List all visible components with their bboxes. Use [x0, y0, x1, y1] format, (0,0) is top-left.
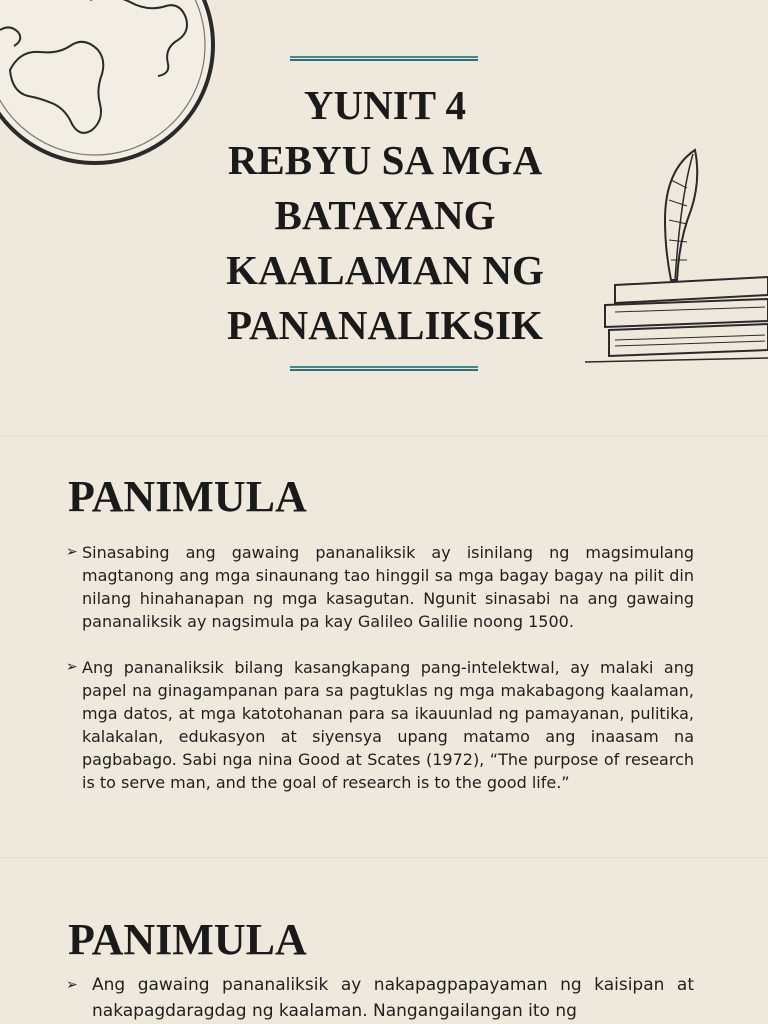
title-line: REBYU SA MGA [227, 137, 543, 183]
list-item [66, 541, 694, 633]
list-item [66, 972, 694, 1024]
title-rule-bottom [290, 366, 478, 371]
section-heading: PANIMULA [68, 915, 307, 964]
bullet-text: Ang gawaing pananaliksik ay nakapagpapayaman ng kaisipan at nakapagdaragdag ng kaalaman. Nangangailangan ito ng [92, 975, 694, 1021]
title-line: KAALAMAN NG [226, 247, 544, 293]
globe-illustration [0, 0, 220, 170]
title-line: PANANALIKSIK [227, 302, 543, 348]
title-line: YUNIT 4 [303, 82, 467, 128]
list-item [66, 656, 694, 794]
arrow-bullet-icon: ➢ [66, 977, 78, 993]
arrow-bullet-icon: ➢ [66, 659, 78, 675]
content-slide-2 [0, 858, 768, 1024]
bullet-text: Ang pananaliksik bilang kasangkapang pang-intelektwal, ay malaki ang papel na ginagampanan para sa pagtuklas ng mga makabagong kaalaman, mga datos, at mga katotohanan para sa ikauunlad ng pamayanan, pulitika, kalakalan, edukasyon at siyensya upang matamo ang inaasam na pagbabago. Sabi nga nina Good at Scates (1972), “The purpose of research is to serve man, and the goal of research is to the good life.” [82, 658, 694, 792]
title-slide [0, 0, 768, 436]
content-slide-1 [0, 437, 768, 857]
bullet-list [66, 972, 694, 1024]
section-heading: PANIMULA [68, 472, 307, 521]
slide-title [190, 78, 580, 353]
title-rule-top [290, 56, 478, 61]
bullet-text: Sinasabing ang gawaing pananaliksik ay isinilang ng magsimulang magtanong ang mga sinaunang tao hinggil sa mga bagay bagay na pilit din nilang hinahanapan ng mga kasagutan. Ngunit sinasabi na ang gawaing pananaliksik ay nagsimula pa kay Galileo Galilie noong 1500. [82, 543, 694, 631]
title-line: BATAYANG [274, 192, 496, 238]
bullet-list [66, 541, 694, 794]
arrow-bullet-icon: ➢ [66, 544, 78, 560]
books-quill-illustration [585, 140, 768, 370]
